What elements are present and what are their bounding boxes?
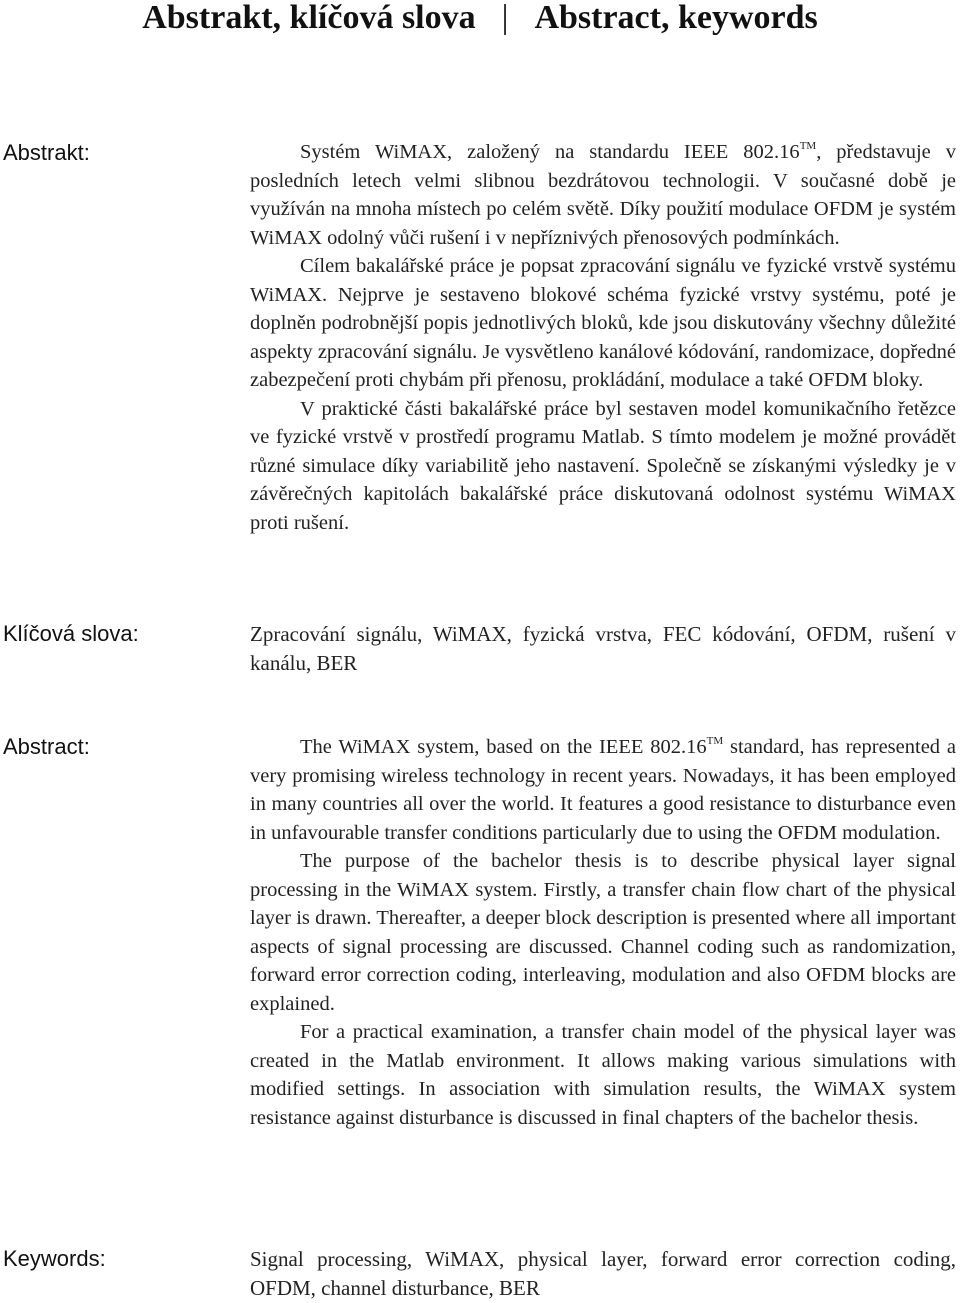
trademark-superscript: TM <box>799 140 817 152</box>
title-english: Abstract, keywords <box>534 0 818 36</box>
english-abstract-label: Abstract: <box>3 734 90 759</box>
czech-abstract-text <box>250 138 956 537</box>
english-abstract-text <box>250 733 956 1132</box>
czech-abstract-paragraph: V praktické části bakalářské práce byl sestaven model komunikačního řetězce ve fyzické vrstvě v prostředí programu Matlab. S tímto modelem je možné provádět různé simulace díky variabilitě jeho nastavení. Společně se získanými výsledky je v závěrečných kapitolách bakalářské práce diskutovaná odolnost systému WiMAX proti rušení. <box>250 397 956 534</box>
page-title <box>0 0 960 37</box>
english-abstract-paragraph: For a practical examination, a transfer chain model of the physical layer was created in the Matlab environment. It allows making various simulations with modified settings. In association with simulation results, the WiMAX system resistance against disturbance is discussed in final chapters of the bachelor thesis. <box>250 1021 956 1129</box>
title-czech: Abstrakt, klíčová slova <box>142 0 476 36</box>
czech-abstract-paragraph <box>250 138 956 252</box>
english-keywords-label: Keywords: <box>3 1246 106 1271</box>
english-abstract-paragraph: The purpose of the bachelor thesis is to describe physical layer signal processing in the WiMAX system. Firstly, a transfer chain flow chart of the physical layer is drawn. Thereafter, a deeper block description is presented where all important aspects of signal processing are discussed. Channel coding such as randomization, forward error correction coding, interleaving, modulation and also OFDM blocks are explained. <box>250 850 956 1015</box>
english-abstract-paragraph <box>250 733 956 847</box>
czech-abstract-paragraph-1-start: Systém WiMAX, založený na standardu IEEE 802.16 <box>300 141 800 163</box>
trademark-superscript: TM <box>706 735 724 747</box>
english-keywords-text: Signal processing, WiMAX, physical layer, forward error correction coding, OFDM, channel disturbance, BER <box>250 1247 956 1300</box>
english-abstract-paragraph-1-end: standard, has represented a very promising wireless technology in recent years. Nowadays, it has been employed in many countries all over the world. It features a good resistance to disturbance even in unfavourable transfer conditions particularly due to using the OFDM modulation. <box>250 736 956 844</box>
english-abstract-paragraph-1-start: The WiMAX system, based on the IEEE 802.16 <box>300 736 707 758</box>
czech-abstract-paragraph: Cílem bakalářské práce je popsat zpracování signálu ve fyzické vrstvě systému WiMAX. Nejprve je sestaveno blokové schéma fyzické vrstvy systému, poté je doplněn podrobnější popis jednotlivých bloků, kde jsou diskutovány všechny důležité aspekty zpracování signálu. Je vysvětleno kanálové kódování, randomizace, dopředné zabezpečení proti chybám při přenosu, prokládání, modulace a také OFDM bloky. <box>250 255 956 391</box>
czech-abstract-paragraph-1-end: , představuje v posledních letech velmi slibnou bezdrátovou technologii. V současné době je využíván na mnoha místech po celém světě. Díky použití modulace OFDM je systém WiMAX odolný vůči rušení i v nepříznivých přenosových podmínkách. <box>250 141 956 249</box>
title-separator: | <box>501 0 509 36</box>
czech-keywords-text: Zpracování signálu, WiMAX, fyzická vrstva, FEC kódování, OFDM, rušení v kanálu, BER <box>250 622 956 675</box>
czech-abstract-label: Abstrakt: <box>3 140 90 165</box>
czech-keywords-label: Klíčová slova: <box>3 621 139 646</box>
